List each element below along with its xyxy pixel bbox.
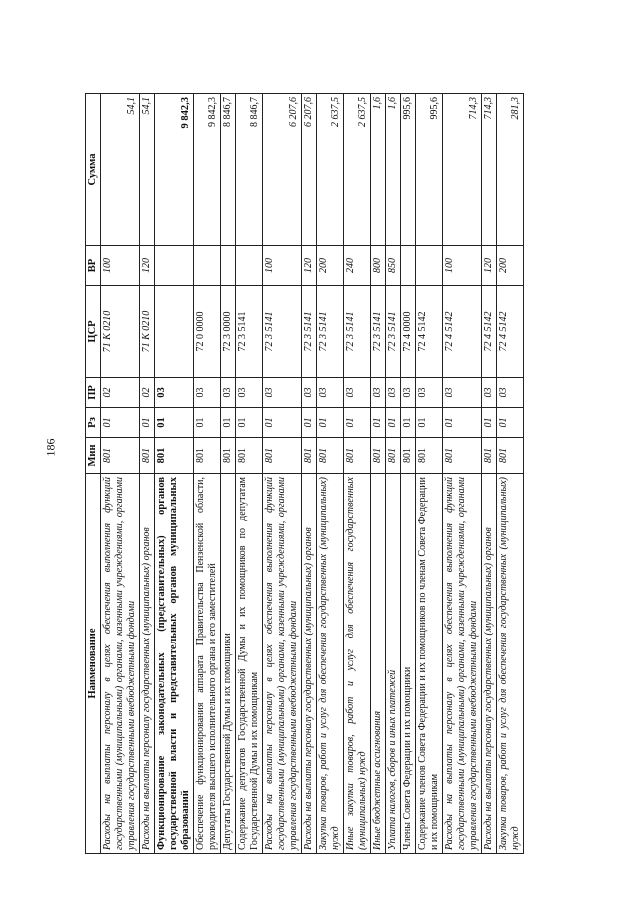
cell-csr: 72 3 5141 bbox=[317, 286, 344, 378]
cell-pr: 03 bbox=[401, 378, 416, 408]
cell-sum: 714,3 bbox=[443, 94, 482, 246]
header-rz: Рз bbox=[86, 408, 101, 438]
cell-min: 801 bbox=[371, 438, 386, 474]
cell-csr: 71 К 0210 bbox=[140, 286, 155, 378]
cell-rz: 01 bbox=[371, 408, 386, 438]
cell-name: Обеспечение функционирования аппарата Правительства Пензенской области, руководителя высшего исполнительного органа и его заместителей bbox=[194, 474, 221, 854]
table-row bbox=[482, 94, 497, 854]
cell-sum: 9 842,3 bbox=[194, 94, 221, 246]
table-row bbox=[140, 94, 155, 854]
cell-sum: 281,3 bbox=[497, 94, 524, 246]
cell-pr: 03 bbox=[194, 378, 221, 408]
cell-rz: 01 bbox=[317, 408, 344, 438]
table-row bbox=[221, 94, 236, 854]
cell-name: Закупка товаров, работ и услуг для обеспечения государственных (муниципальных) нужд bbox=[497, 474, 524, 854]
cell-csr: 71 К 0210 bbox=[101, 286, 140, 378]
table-row bbox=[155, 94, 194, 854]
header-sum: Сумма bbox=[86, 94, 101, 246]
cell-rz: 01 bbox=[497, 408, 524, 438]
cell-sum: 6 207,6 bbox=[302, 94, 317, 246]
cell-csr: 72 3 5141 bbox=[371, 286, 386, 378]
header-csr: ЦСР bbox=[86, 286, 101, 378]
cell-vr: 100 bbox=[443, 246, 482, 286]
cell-rz: 01 bbox=[443, 408, 482, 438]
cell-vr bbox=[155, 246, 194, 286]
table-row bbox=[302, 94, 317, 854]
table-row bbox=[317, 94, 344, 854]
cell-csr: 72 3 5141 bbox=[263, 286, 302, 378]
cell-sum: 995,6 bbox=[416, 94, 443, 246]
cell-rz: 01 bbox=[194, 408, 221, 438]
cell-rz: 01 bbox=[221, 408, 236, 438]
cell-name: Расходы на выплаты персоналу в целях обеспечения выполнения функций государственными (муниципальными) органами, казенными учреждениями, органами управления государственными внебюджетными фондами bbox=[263, 474, 302, 854]
cell-pr: 03 bbox=[236, 378, 263, 408]
cell-csr: 72 4 0000 bbox=[401, 286, 416, 378]
cell-vr bbox=[194, 246, 221, 286]
cell-min: 801 bbox=[101, 438, 140, 474]
header-name: Наименование bbox=[86, 474, 101, 854]
cell-rz: 01 bbox=[155, 408, 194, 438]
table-row bbox=[101, 94, 140, 854]
cell-rz: 01 bbox=[140, 408, 155, 438]
cell-rz: 01 bbox=[386, 408, 401, 438]
cell-vr: 100 bbox=[101, 246, 140, 286]
table-row bbox=[497, 94, 524, 854]
cell-sum: 6 207,6 bbox=[263, 94, 302, 246]
cell-min: 801 bbox=[401, 438, 416, 474]
cell-csr: 72 3 5141 bbox=[236, 286, 263, 378]
header-min: Мин bbox=[86, 438, 101, 474]
header-pr: ПР bbox=[86, 378, 101, 408]
cell-rz: 01 bbox=[482, 408, 497, 438]
cell-name: Расходы на выплаты персоналу в целях обеспечения выполнения функций государственными (муниципальными) органами, казенными учреждениями, органами управления государственными внебюджетными фондами bbox=[101, 474, 140, 854]
cell-name: Функционирование законодательных (представительных) органов государственной власти и представительных органов муниципальных образований bbox=[155, 474, 194, 854]
table-row bbox=[371, 94, 386, 854]
cell-pr: 03 bbox=[443, 378, 482, 408]
cell-name: Члены Совета Федерации и их помощники bbox=[401, 474, 416, 854]
cell-min: 801 bbox=[140, 438, 155, 474]
cell-min: 801 bbox=[155, 438, 194, 474]
cell-sum: 8 846,7 bbox=[236, 94, 263, 246]
cell-name: Иные закупки товаров, работ и услуг для обеспечения государственных (муниципальных) нужд bbox=[344, 474, 371, 854]
cell-vr: 120 bbox=[140, 246, 155, 286]
cell-pr: 03 bbox=[386, 378, 401, 408]
cell-min: 801 bbox=[302, 438, 317, 474]
cell-rz: 01 bbox=[263, 408, 302, 438]
cell-vr: 120 bbox=[302, 246, 317, 286]
rotated-table-wrapper bbox=[85, 94, 585, 854]
cell-csr: 72 4 5142 bbox=[497, 286, 524, 378]
cell-pr: 03 bbox=[482, 378, 497, 408]
cell-name: Расходы на выплаты персоналу государственных (муниципальных) органов bbox=[482, 474, 497, 854]
cell-vr: 850 bbox=[386, 246, 401, 286]
cell-rz: 01 bbox=[401, 408, 416, 438]
cell-pr: 03 bbox=[371, 378, 386, 408]
cell-vr: 100 bbox=[263, 246, 302, 286]
cell-sum: 54,1 bbox=[140, 94, 155, 246]
table-body bbox=[101, 94, 524, 854]
cell-pr: 03 bbox=[317, 378, 344, 408]
cell-csr bbox=[155, 286, 194, 378]
cell-csr: 72 4 5142 bbox=[416, 286, 443, 378]
cell-vr bbox=[236, 246, 263, 286]
budget-table bbox=[85, 93, 524, 854]
cell-csr: 72 0 0000 bbox=[194, 286, 221, 378]
table-row bbox=[401, 94, 416, 854]
cell-sum: 1,6 bbox=[386, 94, 401, 246]
cell-sum: 2 637,5 bbox=[317, 94, 344, 246]
cell-name: Уплата налогов, сборов и иных платежей bbox=[386, 474, 401, 854]
cell-vr: 800 bbox=[371, 246, 386, 286]
cell-min: 801 bbox=[317, 438, 344, 474]
cell-csr: 72 3 5141 bbox=[302, 286, 317, 378]
cell-rz: 01 bbox=[101, 408, 140, 438]
cell-vr: 200 bbox=[317, 246, 344, 286]
cell-min: 801 bbox=[443, 438, 482, 474]
cell-vr bbox=[416, 246, 443, 286]
cell-pr: 02 bbox=[101, 378, 140, 408]
cell-min: 801 bbox=[497, 438, 524, 474]
cell-rz: 01 bbox=[302, 408, 317, 438]
cell-min: 801 bbox=[236, 438, 263, 474]
cell-name: Иные бюджетные ассигнования bbox=[371, 474, 386, 854]
cell-min: 801 bbox=[344, 438, 371, 474]
cell-pr: 03 bbox=[344, 378, 371, 408]
cell-csr: 72 4 5142 bbox=[443, 286, 482, 378]
table-row bbox=[194, 94, 221, 854]
cell-sum: 2 637,5 bbox=[344, 94, 371, 246]
table-header-row bbox=[86, 94, 101, 854]
cell-pr: 03 bbox=[416, 378, 443, 408]
cell-min: 801 bbox=[416, 438, 443, 474]
cell-name: Закупка товаров, работ и услуг для обеспечения государственных (муниципальных) нужд bbox=[317, 474, 344, 854]
cell-min: 801 bbox=[386, 438, 401, 474]
cell-pr: 02 bbox=[140, 378, 155, 408]
cell-sum: 8 846,7 bbox=[221, 94, 236, 246]
cell-rz: 01 bbox=[416, 408, 443, 438]
cell-vr: 200 bbox=[497, 246, 524, 286]
header-vr: ВР bbox=[86, 246, 101, 286]
cell-csr: 72 4 5142 bbox=[482, 286, 497, 378]
cell-name: Содержание членов Совета Федерации и их помощников по членам Совета Федерации и их помощникам bbox=[416, 474, 443, 854]
cell-sum: 54,1 bbox=[101, 94, 140, 246]
cell-min: 801 bbox=[263, 438, 302, 474]
cell-name: Содержание депутатов Государственной Думы и их помощников по депутатам Государственной Думы и их помощникам bbox=[236, 474, 263, 854]
cell-min: 801 bbox=[221, 438, 236, 474]
cell-vr bbox=[221, 246, 236, 286]
cell-sum: 9 842,3 bbox=[155, 94, 194, 246]
cell-csr: 72 3 5141 bbox=[386, 286, 401, 378]
cell-csr: 72 3 5141 bbox=[344, 286, 371, 378]
cell-pr: 03 bbox=[497, 378, 524, 408]
cell-pr: 03 bbox=[302, 378, 317, 408]
page-number: 186 bbox=[43, 438, 58, 457]
table-row bbox=[416, 94, 443, 854]
cell-name: Расходы на выплаты персоналу государственных (муниципальных) органов bbox=[140, 474, 155, 854]
cell-sum: 714,3 bbox=[482, 94, 497, 246]
cell-name: Расходы на выплаты персоналу государственных (муниципальных) органов bbox=[302, 474, 317, 854]
cell-vr bbox=[401, 246, 416, 286]
cell-sum: 1,6 bbox=[371, 94, 386, 246]
cell-rz: 01 bbox=[236, 408, 263, 438]
cell-min: 801 bbox=[194, 438, 221, 474]
table-row bbox=[386, 94, 401, 854]
cell-vr: 240 bbox=[344, 246, 371, 286]
cell-name: Расходы на выплаты персоналу в целях обеспечения выполнения функций государственными (муниципальными) органами, казенными учреждениями, органами управления государственными внебюджетными фондами bbox=[443, 474, 482, 854]
cell-min: 801 bbox=[482, 438, 497, 474]
cell-vr: 120 bbox=[482, 246, 497, 286]
cell-name: Депутаты Государственной Думы и их помощники bbox=[221, 474, 236, 854]
table-row bbox=[443, 94, 482, 854]
table-row bbox=[236, 94, 263, 854]
cell-pr: 03 bbox=[263, 378, 302, 408]
cell-sum: 995,6 bbox=[401, 94, 416, 246]
cell-pr: 03 bbox=[221, 378, 236, 408]
cell-csr: 72 3 0000 bbox=[221, 286, 236, 378]
cell-pr: 03 bbox=[155, 378, 194, 408]
table-row bbox=[263, 94, 302, 854]
table-row bbox=[344, 94, 371, 854]
cell-rz: 01 bbox=[344, 408, 371, 438]
